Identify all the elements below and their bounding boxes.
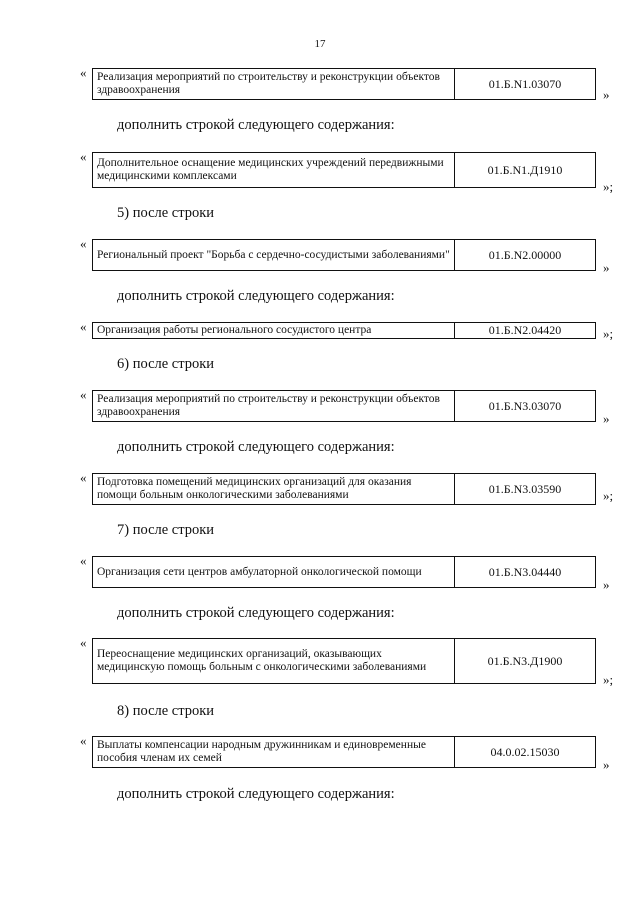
opening-quote: « [80,635,87,650]
row-code: 04.0.02.15030 [455,737,596,768]
opening-quote: « [80,470,87,485]
row-name: Реализация мероприятий по строительству и реконструкции объектов здравоохранения [93,391,455,422]
table-row [93,240,596,271]
page-number: 17 [314,38,326,50]
closing-quote: » [603,577,610,592]
opening-quote: « [80,236,87,251]
row-code: 01.Б.N1.Д1910 [455,153,596,188]
closing-quote: » [603,757,610,772]
closing-quote: » [603,87,610,102]
entry-table [92,152,596,188]
entry-table [92,390,596,422]
table-row [93,557,596,588]
table-row [93,474,596,505]
instruction-text: дополнить строкой следующего содержания: [117,288,395,304]
row-name: Реализация мероприятий по строительству и реконструкции объектов здравоохранения [93,69,455,100]
row-name: Подготовка помещений медицинских организаций для оказания помощи больным онкологическими заболеваниями [93,474,455,505]
closing-quote: »; [603,179,614,194]
row-name: Организация работы регионального сосудистого центра [93,323,455,339]
opening-quote: « [80,553,87,568]
instruction-text: дополнить строкой следующего содержания: [117,117,395,133]
row-name: Региональный проект "Борьба с сердечно-сосудистыми заболеваниями" [93,240,455,271]
row-code: 01.Б.N3.04440 [455,557,596,588]
closing-quote: »; [603,326,614,341]
instruction-text: дополнить строкой следующего содержания: [117,439,395,455]
instruction-text: 8) после строки [117,703,215,719]
closing-quote: » [603,260,610,275]
opening-quote: « [80,319,87,334]
entry-table [92,556,596,588]
row-name: Выплаты компенсации народным дружинникам и единовременные пособия членам их семей [93,737,455,768]
row-code: 01.Б.N1.03070 [455,69,596,100]
entry-table [92,473,596,505]
table-row [93,153,596,188]
instruction-text: дополнить строкой следующего содержания: [117,786,395,802]
entry-table [92,322,596,339]
row-code: 01.Б.N2.04420 [455,323,596,339]
instruction-text: 7) после строки [117,522,215,538]
entry-table [92,239,596,271]
entry-table [92,68,596,100]
row-code: 01.Б.N3.03070 [455,391,596,422]
closing-quote: »; [603,672,614,687]
table-row [93,737,596,768]
opening-quote: « [80,733,87,748]
instruction-text: дополнить строкой следующего содержания: [117,605,395,621]
opening-quote: « [80,387,87,402]
row-code: 01.Б.N3.Д1900 [455,639,596,684]
opening-quote: « [80,65,87,80]
table-row [93,323,596,339]
row-code: 01.Б.N2.00000 [455,240,596,271]
entry-table [92,638,596,684]
row-code: 01.Б.N3.03590 [455,474,596,505]
row-name: Переоснащение медицинских организаций, оказывающих медицинскую помощь больным с онкологическими заболеваниями [93,639,455,684]
instruction-text: 6) после строки [117,356,215,372]
closing-quote: » [603,411,610,426]
table-row [93,639,596,684]
entry-table [92,736,596,768]
opening-quote: « [80,149,87,164]
closing-quote: »; [603,488,614,503]
table-row [93,391,596,422]
table-row [93,69,596,100]
row-name: Дополнительное оснащение медицинских учреждений передвижными медицинскими комплексами [93,153,455,188]
instruction-text: 5) после строки [117,205,215,221]
row-name: Организация сети центров амбулаторной онкологической помощи [93,557,455,588]
